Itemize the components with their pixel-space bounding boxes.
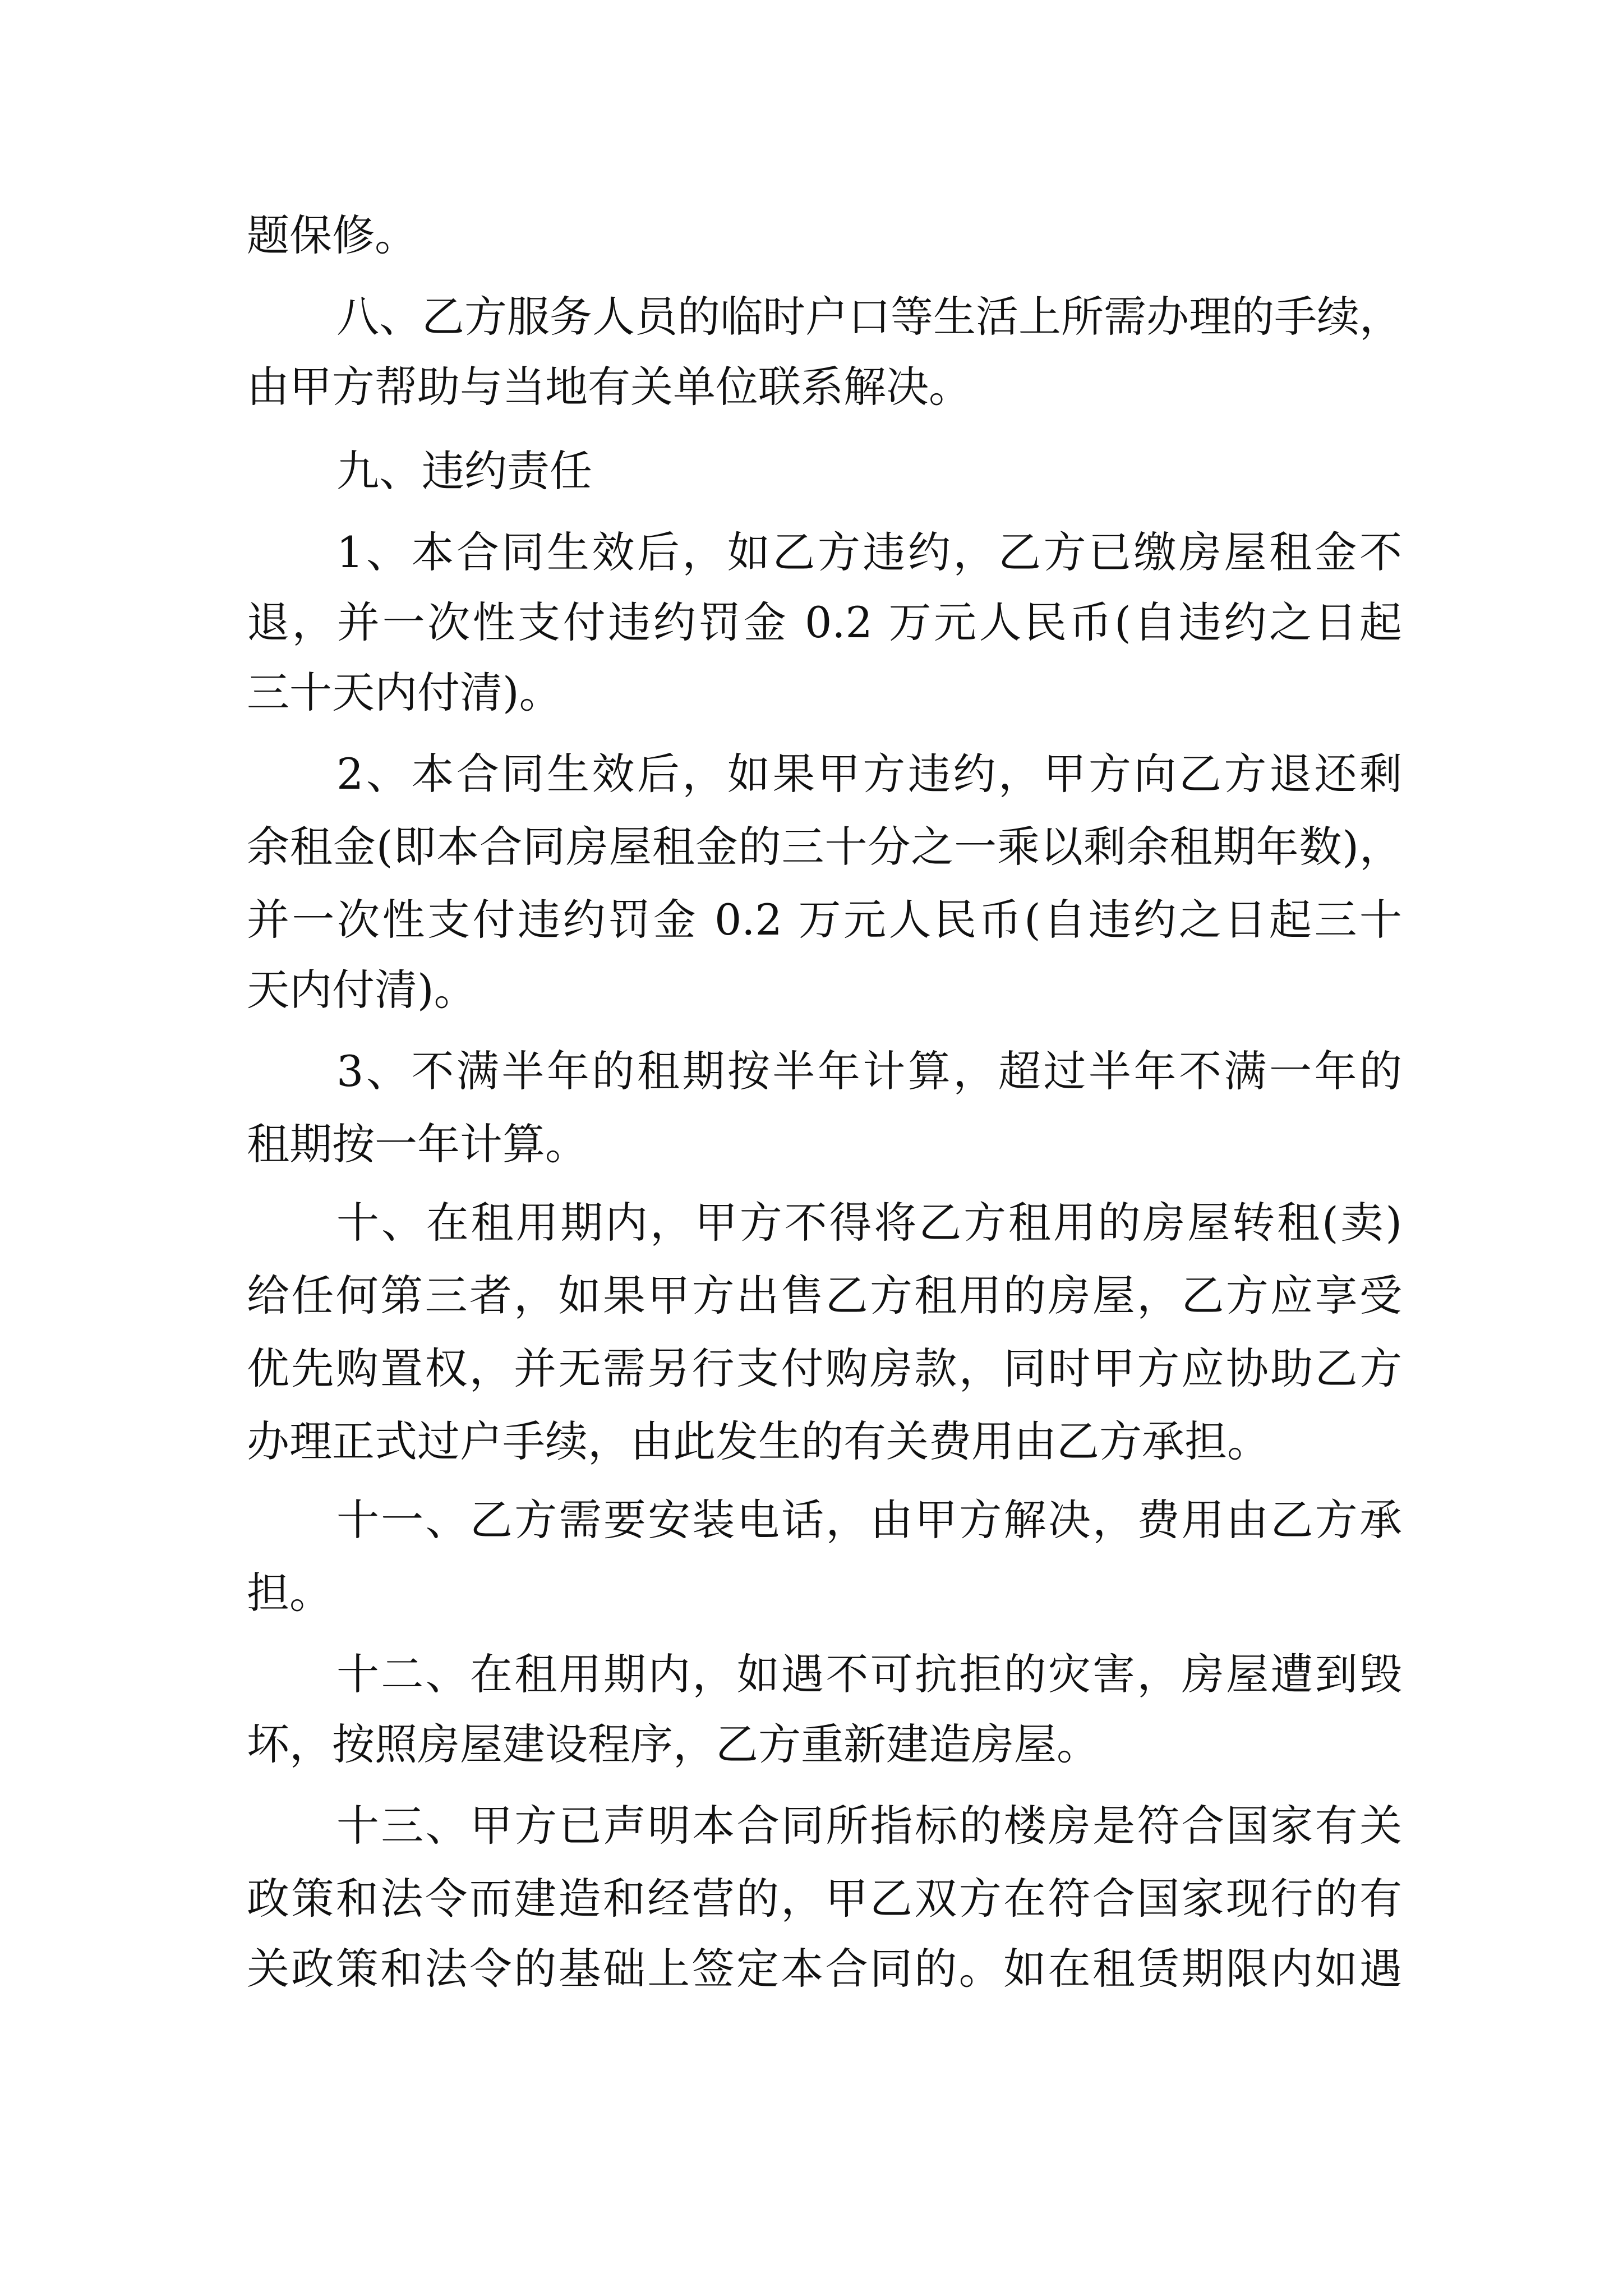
text-line: 坏，按照房屋建设程序，乙方重新建造房屋。: [247, 1719, 1099, 1769]
text-line: 担。: [247, 1568, 332, 1618]
text-line: 并一次性支付违约罚金 0.2 万元人民币(自违约之日起三十: [247, 895, 1402, 945]
text-line: 余租金(即本合同房屋租金的三十分之一乘以剩余租期年数)，: [247, 822, 1402, 872]
text-line: 办理正式过户手续，由此发生的有关费用由乙方承担。: [247, 1416, 1270, 1466]
text-line: 给任何第三者，如果甲方出售乙方租用的房屋，乙方应享受: [247, 1271, 1402, 1320]
text-line: 3、不满半年的租期按半年计算，超过半年不满一年的: [336, 1046, 1402, 1096]
text-line: 三十天内付清)。: [247, 668, 562, 717]
text-line: 题保修。: [247, 210, 417, 260]
text-line: 1、本合同生效后，如乙方违约，乙方已缴房屋租金不: [336, 527, 1402, 577]
text-line: 十二、在租用期内，如遇不可抗拒的灾害，房屋遭到毁: [336, 1649, 1402, 1699]
text-line: 十一、乙方需要安装电话，由甲方解决，费用由乙方承: [336, 1495, 1402, 1545]
text-line: 退，并一次性支付违约罚金 0.2 万元人民币(自违约之日起: [247, 597, 1402, 647]
text-line: 天内付清)。: [247, 965, 477, 1015]
text-line: 优先购置权，并无需另行支付购房款，同时甲方应协助乙方: [247, 1343, 1402, 1393]
text-line: 十三、甲方已声明本合同所指标的楼房是符合国家有关: [336, 1801, 1402, 1851]
section-heading: 九、违约责任: [336, 446, 592, 496]
text-line: 关政策和法令的基础上签定本合同的。如在租赁期限内如遇: [247, 1944, 1402, 1994]
text-line: 十、在租用期内，甲方不得将乙方租用的房屋转租(卖): [336, 1198, 1402, 1248]
text-line: 八、乙方服务人员的临时户口等生活上所需办理的手续，: [336, 292, 1402, 342]
text-line: 2、本合同生效后，如果甲方违约，甲方向乙方退还剩: [336, 749, 1402, 799]
text-line: 政策和法令而建造和经营的，甲乙双方在符合国家现行的有: [247, 1874, 1402, 1924]
text-line: 由甲方帮助与当地有关单位联系解决。: [247, 362, 971, 412]
text-line: 租期按一年计算。: [247, 1119, 588, 1169]
